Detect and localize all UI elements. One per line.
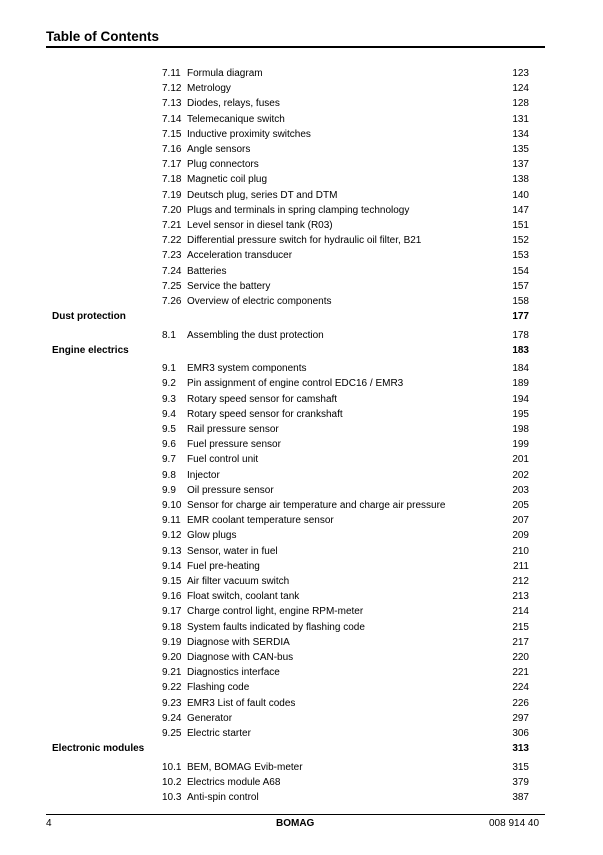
toc-entry-number: 9.20 (162, 652, 182, 663)
toc-entry-title: Float switch, coolant tank (187, 591, 300, 603)
toc-section-entry (0, 345, 603, 357)
toc-section-title: Engine electrics (52, 344, 129, 356)
toc-entry (0, 250, 603, 262)
toc-section-entry (0, 311, 603, 323)
toc-entry (0, 530, 603, 542)
toc-page-number: 209 (512, 530, 529, 542)
toc-entry (0, 190, 603, 202)
toc-page-number: 124 (512, 83, 529, 95)
toc-entry-number: 9.3 (162, 393, 176, 405)
toc-page-number: 205 (512, 500, 529, 511)
toc-page-number: 212 (512, 576, 529, 587)
toc-entry (0, 378, 603, 390)
toc-entry-title: Air filter vacuum switch (187, 576, 290, 587)
toc-entry-title: Injector (187, 469, 220, 481)
toc-section-title: Dust protection (52, 311, 126, 323)
toc-entry-number: 7.22 (162, 235, 182, 247)
toc-page-number: 147 (512, 204, 529, 216)
toc-entry-title: Fuel control unit (187, 454, 259, 466)
toc-entry (0, 762, 603, 774)
toc-entry (0, 792, 603, 804)
toc-page-number: 202 (512, 469, 529, 481)
toc-entry (0, 409, 603, 421)
toc-entry-number: 9.23 (162, 697, 182, 709)
toc-entry (0, 394, 603, 406)
toc-entry-title: Electric starter (187, 728, 251, 739)
toc-entry (0, 561, 603, 573)
toc-entry-number: 9.24 (162, 712, 182, 724)
toc-entry (0, 728, 603, 740)
toc-entry (0, 114, 603, 126)
toc-entry-title: Diagnostics interface (187, 667, 280, 679)
toc-entry (0, 546, 603, 558)
toc-entry (0, 515, 603, 527)
toc-page-number: 220 (512, 652, 529, 663)
toc-entry (0, 220, 603, 232)
toc-entry (0, 606, 603, 618)
toc-entry (0, 363, 603, 375)
toc-entry-title: BEM, BOMAG Evib-meter (187, 761, 303, 773)
toc-entry-title: Pin assignment of engine control EDC16 / EMR3 (187, 378, 404, 390)
toc-entry-title: Batteries (187, 265, 227, 277)
toc-entry-title: Sensor for charge air temperature and charge air pressure (187, 500, 446, 511)
toc-section-title: Electronic modules (52, 743, 145, 755)
toc-entry-title: Magnetic coil plug (187, 174, 268, 186)
toc-entry-number: 9.2 (162, 378, 176, 390)
toc-section-entry (0, 743, 603, 755)
toc-entry-number: 7.25 (162, 280, 182, 292)
toc-page-number: 198 (512, 424, 529, 435)
toc-entry-title: EMR3 system components (187, 363, 307, 375)
toc-entry (0, 235, 603, 247)
toc-entry-number: 9.16 (162, 591, 182, 603)
toc-entry-number: 7.26 (162, 296, 182, 307)
toc-entry-number: 10.3 (162, 792, 182, 803)
toc-entry-title: Fuel pressure sensor (187, 439, 281, 451)
toc-entry (0, 439, 603, 451)
toc-page-number: 134 (512, 128, 529, 140)
toc-entry-title: Rotary speed sensor for camshaft (187, 393, 338, 405)
toc-entry-title: Angle sensors (187, 144, 251, 155)
toc-entry (0, 68, 603, 80)
toc-page-number: 157 (512, 280, 529, 292)
toc-entry (0, 174, 603, 186)
toc-entry (0, 637, 603, 649)
toc-page-number: 387 (512, 792, 529, 803)
toc-entry-title: System faults indicated by flashing code (187, 621, 365, 633)
toc-page-number: 151 (512, 220, 529, 231)
toc-entry-number: 9.4 (162, 408, 176, 420)
toc-entry-title: Oil pressure sensor (187, 484, 274, 496)
toc-entry-title: Plug connectors (187, 159, 259, 171)
toc-entry-number: 9.17 (162, 606, 182, 618)
toc-page-number: 178 (512, 329, 529, 341)
toc-page-number: 158 (512, 296, 529, 307)
toc-entry (0, 454, 603, 466)
page-header-title: Table of Contents (46, 29, 159, 44)
toc-page-number: 379 (512, 776, 529, 788)
toc-entry (0, 330, 603, 342)
toc-entry (0, 698, 603, 710)
toc-entry-title: Differential pressure switch for hydraulic oil filter, B21 (187, 235, 422, 247)
toc-page-number: 152 (512, 235, 529, 247)
toc-page-number: 199 (512, 439, 529, 451)
toc-entry-title: EMR coolant temperature sensor (187, 515, 334, 527)
toc-entry-title: Telemecanique switch (187, 113, 285, 125)
footer-brand: BOMAG (276, 818, 315, 829)
toc-page-number: 226 (512, 697, 529, 709)
toc-entry-number: 7.12 (162, 83, 182, 95)
toc-entry-title: Rotary speed sensor for crankshaft (187, 408, 343, 420)
toc-entry-number: 7.15 (162, 128, 182, 140)
toc-entry-title: Flashing code (187, 682, 250, 694)
toc-entry (0, 159, 603, 171)
toc-entry-number: 9.21 (162, 667, 182, 679)
toc-entry-title: Diagnose with CAN-bus (187, 652, 294, 663)
footer-doc-number: 008 914 40 (489, 818, 540, 829)
footer-divider (46, 814, 545, 815)
toc-page-number: 140 (512, 189, 529, 201)
toc-entry-number: 7.21 (162, 220, 182, 231)
toc-entry-number: 9.18 (162, 621, 182, 633)
toc-entry (0, 129, 603, 141)
toc-page-number: 184 (512, 363, 529, 375)
toc-entry-title: Rail pressure sensor (187, 424, 279, 435)
toc-entry-title: EMR3 List of fault codes (187, 697, 296, 709)
toc-page-number: 137 (512, 159, 529, 171)
toc-entry-number: 9.8 (162, 469, 176, 481)
toc-entry-number: 7.20 (162, 204, 182, 216)
toc-entry (0, 682, 603, 694)
toc-entry-number: 9.11 (162, 515, 181, 527)
toc-page-number: 213 (512, 591, 529, 603)
toc-page-number: 306 (512, 728, 529, 739)
toc-page-number: 313 (512, 743, 529, 755)
toc-entry-number: 9.6 (162, 439, 176, 451)
toc-entry (0, 591, 603, 603)
toc-entry-title: Diodes, relays, fuses (187, 98, 280, 110)
toc-entry-number: 7.14 (162, 113, 182, 125)
toc-page-number: 123 (512, 68, 529, 79)
toc-page-number: 297 (512, 712, 529, 724)
toc-entry (0, 144, 603, 156)
toc-page-number: 128 (512, 98, 529, 110)
toc-page-number: 195 (512, 408, 529, 420)
toc-page-number: 194 (512, 393, 529, 405)
toc-entry (0, 83, 603, 95)
toc-entry-number: 9.13 (162, 545, 182, 557)
toc-entry (0, 470, 603, 482)
toc-page-number: 224 (512, 682, 529, 694)
toc-page-number: 138 (512, 174, 529, 186)
toc-entry (0, 296, 603, 308)
toc-page-number: 201 (512, 454, 529, 466)
toc-entry-title: Level sensor in diesel tank (R03) (187, 220, 333, 231)
toc-entry-title: Diagnose with SERDIA (187, 636, 290, 648)
toc-entry-number: 7.17 (162, 159, 182, 171)
toc-entry-number: 9.12 (162, 530, 182, 542)
toc-entry-title: Plugs and terminals in spring clamping technology (187, 204, 410, 216)
toc-entry-title: Generator (187, 712, 233, 724)
toc-page-number: 183 (512, 344, 529, 356)
toc-entry (0, 98, 603, 110)
toc-entry-number: 9.15 (162, 576, 182, 587)
toc-entry-title: Metrology (187, 83, 231, 95)
toc-entry (0, 424, 603, 436)
toc-entry-number: 7.24 (162, 265, 182, 277)
toc-page-number: 189 (512, 378, 529, 390)
toc-entry-title: Charge control light, engine RPM-meter (187, 606, 364, 618)
toc-entry-number: 7.19 (162, 189, 182, 201)
toc-entry-number: 7.13 (162, 98, 182, 110)
toc-entry-title: Service the battery (187, 280, 271, 292)
toc-page-number: 135 (512, 144, 529, 155)
toc-entry (0, 667, 603, 679)
toc-entry-title: Assembling the dust protection (187, 329, 324, 341)
toc-page-number: 221 (512, 667, 529, 679)
toc-entry-title: Inductive proximity switches (187, 128, 311, 140)
toc-entry (0, 281, 603, 293)
toc-entry (0, 652, 603, 664)
toc-entry (0, 266, 603, 278)
toc-entry-number: 7.18 (162, 174, 182, 186)
toc-entry-title: Sensor, water in fuel (187, 545, 278, 557)
toc-entry-number: 10.1 (162, 761, 182, 773)
toc-entry-number: 9.25 (162, 728, 182, 739)
toc-entry-title: Anti-spin control (187, 792, 259, 803)
toc-page-number: 153 (512, 250, 529, 262)
toc-entry (0, 777, 603, 789)
toc-page-number: 211 (513, 560, 529, 572)
toc-entry (0, 500, 603, 512)
toc-entry-number: 9.22 (162, 682, 182, 694)
toc-entry-number: 10.2 (162, 776, 182, 788)
toc-entry (0, 205, 603, 217)
toc-entry-number: 7.16 (162, 144, 182, 155)
toc-entry-number: 9.7 (162, 454, 176, 466)
toc-entry-title: Deutsch plug, series DT and DTM (187, 189, 338, 201)
toc-entry-number: 9.10 (162, 500, 182, 511)
toc-entry-number: 9.1 (162, 363, 176, 375)
toc-entry-number: 7.11 (162, 68, 181, 79)
toc-entry-number: 9.5 (162, 424, 176, 435)
toc-page-number: 210 (512, 545, 529, 557)
footer-page-number: 4 (46, 818, 52, 829)
toc-entry-title: Glow plugs (187, 530, 237, 542)
toc-entry (0, 713, 603, 725)
toc-entry-title: Overview of electric components (187, 296, 332, 307)
toc-page-number: 315 (512, 761, 529, 773)
toc-entry-title: Formula diagram (187, 68, 263, 79)
toc-page-number: 217 (512, 636, 529, 648)
toc-entry (0, 576, 603, 588)
toc-page-number: 203 (512, 484, 529, 496)
toc-page-number: 207 (512, 515, 529, 527)
toc-entry-number: 9.9 (162, 484, 176, 496)
toc-entry-title: Fuel pre-heating (187, 560, 260, 572)
toc-page-number: 214 (512, 606, 529, 618)
toc-page-number: 215 (512, 621, 529, 633)
toc-entry-title: Acceleration transducer (187, 250, 293, 262)
toc-entry-title: Electrics module A68 (187, 776, 281, 788)
toc-entry-number: 7.23 (162, 250, 182, 262)
toc-entry (0, 485, 603, 497)
toc-page-number: 177 (512, 311, 529, 323)
toc-entry-number: 9.14 (162, 560, 182, 572)
toc-entry-number: 9.19 (162, 636, 182, 648)
toc-page-number: 154 (512, 265, 529, 277)
toc-entry (0, 622, 603, 634)
toc-page-number: 131 (512, 113, 529, 125)
toc-entry-number: 8.1 (162, 329, 176, 341)
